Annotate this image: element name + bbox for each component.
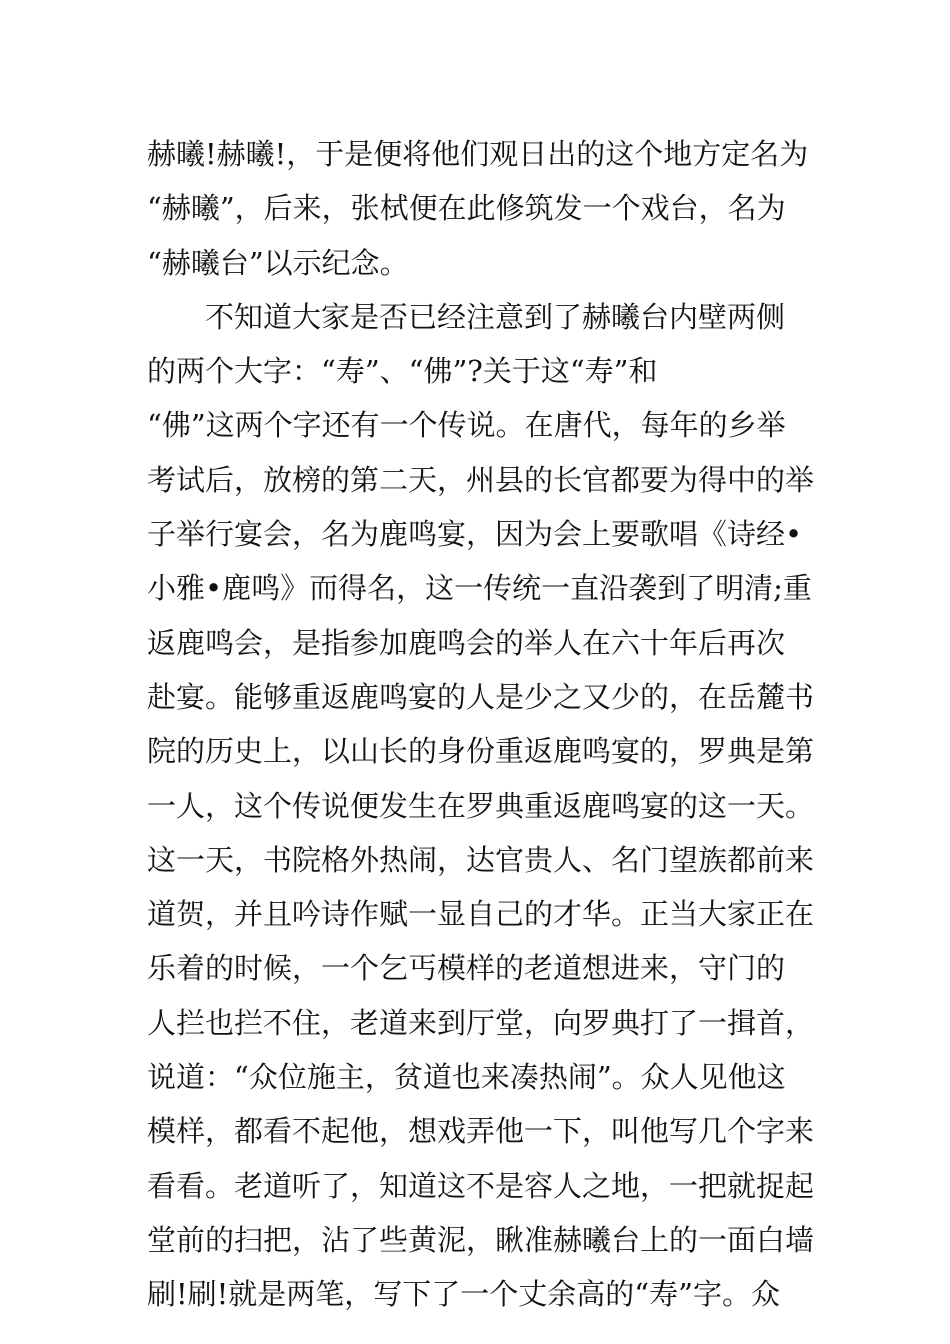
text-line: 模样，都看不起他，想戏弄他一下，叫他写几个字来: [147, 1114, 815, 1149]
text-line: “佛”这两个字还有一个传说。在唐代，每年的乡举: [147, 408, 786, 443]
text-line: “赫曦”，后来，张栻便在此修筑发一个戏台，名为: [147, 191, 786, 226]
text-line: 这一天，书院格外热闹，达官贵人、名门望族都前来: [147, 842, 815, 877]
text-line: 赴宴。能够重返鹿鸣宴的人是少之又少的，在岳麓书: [147, 679, 815, 714]
text-line: 赫曦!赫曦!，于是便将他们观日出的这个地方定名为: [147, 137, 809, 171]
text-line: 人拦也拦不住，老道来到厅堂，向罗典打了一揖首，: [147, 1005, 815, 1040]
text-line: 院的历史上，以山长的身份重返鹿鸣宴的，罗典是第: [147, 734, 815, 769]
text-line: 不知道大家是否已经注意到了赫曦台内壁两侧: [147, 299, 786, 334]
text-line: 的两个大字：“寿”、“佛”?关于这“寿”和: [147, 354, 658, 389]
text-line: 刷!刷!就是两笔，写下了一个丈余高的“寿”字。众: [147, 1277, 780, 1312]
text-line: 子举行宴会，名为鹿鸣宴，因为会上要歌唱《诗经•: [147, 517, 803, 552]
text-line: 说道：“众位施主，贫道也来凑热闹”。众人见他这: [147, 1060, 786, 1095]
text-line: “赫曦台”以示纪念。: [147, 245, 409, 280]
text-line: 堂前的扫把，沾了些黄泥，瞅准赫曦台上的一面白墙: [147, 1222, 815, 1257]
body-text: [147, 127, 815, 1322]
text-line: 看看。老道听了，知道这不是容人之地，一把就捉起: [147, 1168, 815, 1203]
text-line: 考试后，放榜的第二天，州县的长官都要为得中的举: [147, 462, 815, 497]
text-line: 小雅•鹿鸣》而得名，这一传统一直沿袭到了明清;重: [147, 571, 812, 606]
text-line: 返鹿鸣会，是指参加鹿鸣会的举人在六十年后再次: [147, 625, 786, 660]
text-line: 道贺，并且吟诗作赋一显自己的才华。正当大家正在: [147, 897, 815, 932]
text-line: 一人，这个传说便发生在罗典重返鹿鸣宴的这一天。: [147, 788, 815, 823]
text-line: 乐着的时候，一个乞丐模样的老道想进来，守门的: [147, 951, 786, 986]
